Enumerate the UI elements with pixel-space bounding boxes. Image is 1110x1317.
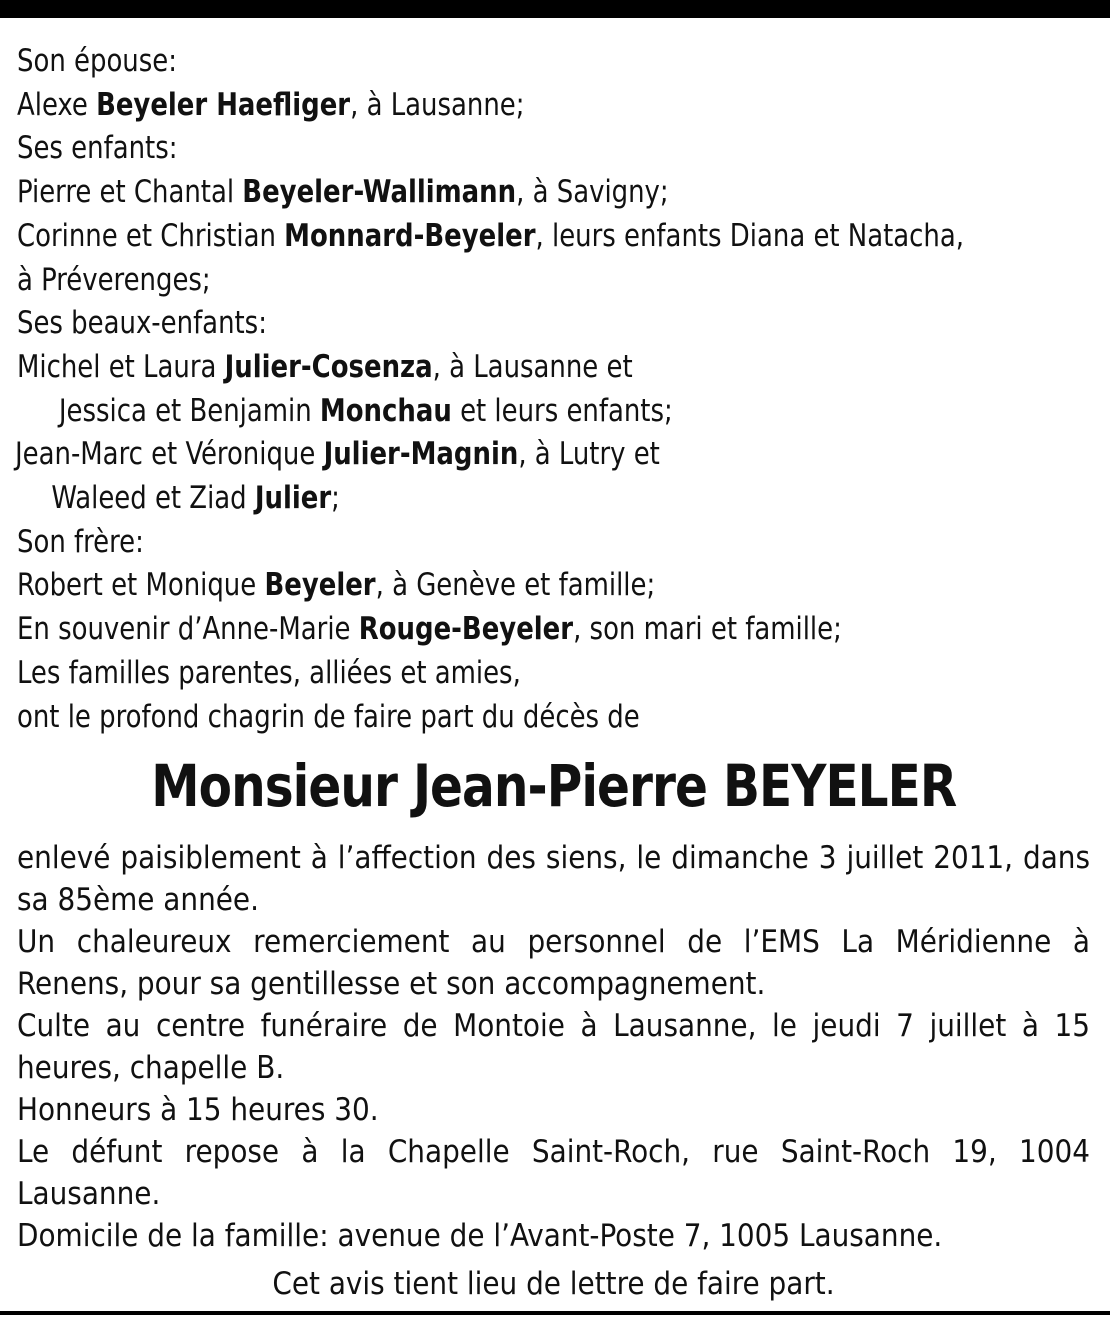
family-surname: Beyeler Haefliger (96, 86, 351, 123)
family-surname: Rouge-Beyeler (358, 611, 574, 648)
family-text: , à Genève et famille; (375, 567, 656, 604)
family-line (17, 171, 1015, 215)
family-surname: Julier-Magnin (323, 436, 519, 473)
family-line (17, 346, 1015, 390)
home-line: Domicile de la famille: avenue de l’Avant-Poste 7, 1005 Lausanne. (17, 1218, 943, 1255)
family-text: Ses beaux-enfants: (17, 305, 267, 342)
family-text: ; (331, 480, 340, 517)
family-text: Jean-Marc et Véronique (15, 436, 324, 473)
family-surname: Monchau (319, 392, 452, 429)
bottom-rule (0, 1311, 1110, 1315)
family-list (17, 40, 1090, 739)
family-line (17, 652, 1015, 696)
family-text: Corinne et Christian (17, 217, 285, 254)
family-text: Jessica et Benjamin (58, 392, 320, 429)
family-text: , son mari et famille; (573, 611, 842, 648)
family-surname: Julier (254, 480, 332, 517)
family-text: Michel et Laura (17, 348, 225, 385)
family-line (17, 127, 1015, 171)
honours-line: Honneurs à 15 heures 30. (17, 1092, 379, 1129)
family-line (17, 302, 1015, 346)
family-text: , à Lausanne et (432, 348, 633, 385)
death-line: enlevé paisiblement à l’affection des siens, le dimanche 3 juillet 2011, dans sa 85ème année. (17, 840, 1090, 919)
notice-details (17, 837, 1090, 1305)
family-surname: Beyeler-Wallimann (242, 174, 517, 211)
family-text: Waleed et Ziad (51, 480, 255, 517)
family-text: , leurs enfants Diana et Natacha, (535, 217, 964, 254)
family-text: Alexe (17, 86, 97, 123)
family-text: Son épouse: (17, 43, 177, 79)
deceased-name (17, 745, 1090, 827)
family-text: Son frère: (17, 523, 144, 560)
rests-line: Le défunt repose à la Chapelle Saint-Roch, rue Saint-Roch 19, 1004 Lausanne. (17, 1134, 1090, 1213)
thanks-line: Un chaleureux remerciement au personnel de l’EMS La Méridienne à Renens, pour sa gentillesse et son accompagnement. (17, 924, 1090, 1003)
family-surname: Monnard-Beyeler (284, 217, 536, 254)
family-line (17, 477, 1015, 521)
family-text: ont le profond chagrin de faire part du décès de (17, 698, 640, 735)
family-surname: Julier-Cosenza (224, 348, 433, 385)
top-rule (0, 0, 1110, 18)
family-line (17, 40, 1015, 84)
deceased-name-text: Monsieur Jean-Pierre BEYELER (150, 752, 957, 821)
family-text: , à Lutry et (518, 436, 660, 473)
family-surname: Beyeler (264, 567, 376, 604)
death-notice (17, 40, 1090, 1305)
family-line (17, 564, 1015, 608)
family-text: , à Savigny; (516, 174, 669, 211)
family-text: En souvenir d’Anne-Marie (17, 611, 359, 648)
family-line (17, 259, 1015, 303)
family-line (17, 608, 1015, 652)
family-text: Pierre et Chantal (17, 174, 243, 211)
family-text: Robert et Monique (17, 567, 265, 604)
family-text: à Préverenges; (17, 261, 211, 298)
family-text: et leurs enfants; (451, 392, 673, 429)
family-line (17, 215, 1015, 259)
family-line (17, 696, 1015, 740)
family-text: Les familles parentes, alliées et amies, (17, 654, 521, 691)
family-text: Ses enfants: (17, 130, 178, 167)
family-line (15, 433, 1015, 477)
family-line (17, 390, 1015, 434)
family-line (17, 84, 1015, 128)
service-line: Culte au centre funéraire de Montoie à Lausanne, le jeudi 7 juillet à 15 heures, chapelle B. (17, 1008, 1090, 1087)
closing-line: Cet avis tient lieu de lettre de faire part. (272, 1266, 835, 1303)
family-line (17, 521, 1015, 565)
family-text: , à Lausanne; (350, 86, 525, 123)
